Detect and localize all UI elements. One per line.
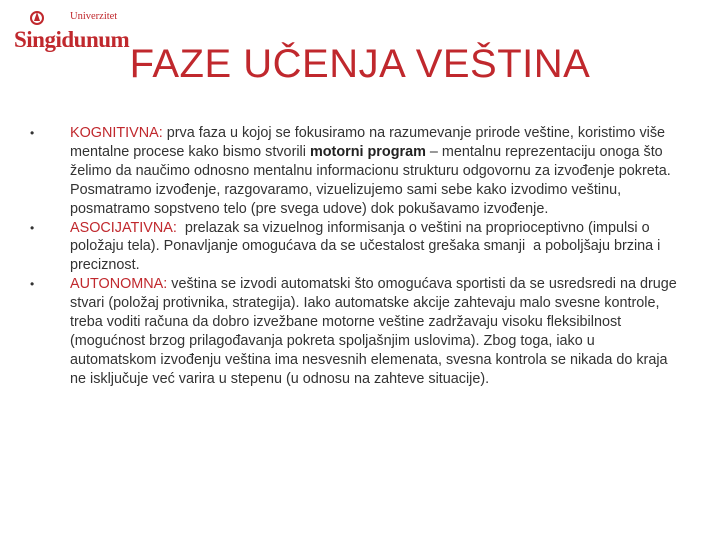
logo-emblem-icon: [30, 11, 44, 25]
item-text: prelazak sa vizuelnog informisanja o veštini na proprioceptivno (impulsi o položaju tela). Ponavljanje omogućava da se učestalost grešaka smanji a poboljšaju brzina i preciznost.: [70, 219, 665, 274]
item-text: – mentalnu reprezentaciju onoga što želimo da naučimo odnosno mentalnu informacionu strukturu odgovornu za izvođenje pokreta. Posmatramo izvođenje, razgovaramo, vizuelizujemo sami sebe kako izvodimo veštinu, posmatramo sopstveno telo (pre svega udove) dok pokušavamo izvođenje.: [70, 143, 671, 217]
logo-university-label: Univerzitet: [70, 11, 118, 22]
logo-wordmark: Singidunum: [14, 27, 130, 52]
term-autonomna: AUTONOMNA:: [70, 276, 168, 293]
bullet-icon: •: [30, 126, 35, 140]
bullet-icon: •: [30, 277, 35, 292]
slide-title: FAZE UČENJA VEŠTINA: [129, 42, 591, 86]
term-asocijativna: ASOCIJATIVNA:: [70, 219, 177, 236]
list-item-kognitivna: [30, 124, 680, 219]
item-text: prva faza u kojoj se fokusiramo na razumevanje prirode veštine, koristimo više mentalne procese kako bismo stvorili: [70, 125, 666, 160]
bullet-list: [30, 124, 680, 389]
item-bold-text: motorni program: [309, 143, 426, 160]
term-kognitivna: KOGNITIVNA:: [70, 125, 163, 141]
bullet-icon: •: [30, 220, 35, 235]
item-text: veština se izvodi automatski što omogućava sportisti da se usredsredi na druge stvari (položaj protivnika, strategija). Iako automatske akcije zahtevaju malo svesne kontrole, treba voditi računa da dobro izvežbane motorne veštine zadržavaju visoku fleksibilnost (mogućnost brzog prilagođavanja pokreta spoljašnjim uslovima). Zbog toga, iako u automatskom izvođenju veština ima nesvesnih elemenata, svesna kontrola se nikada do kraja ne isključuje već varira u stepenu (u odnosu na zahteve situacije).: [70, 276, 677, 387]
list-item-asocijativna: [30, 219, 680, 276]
list-item-autonomna: [30, 275, 680, 388]
